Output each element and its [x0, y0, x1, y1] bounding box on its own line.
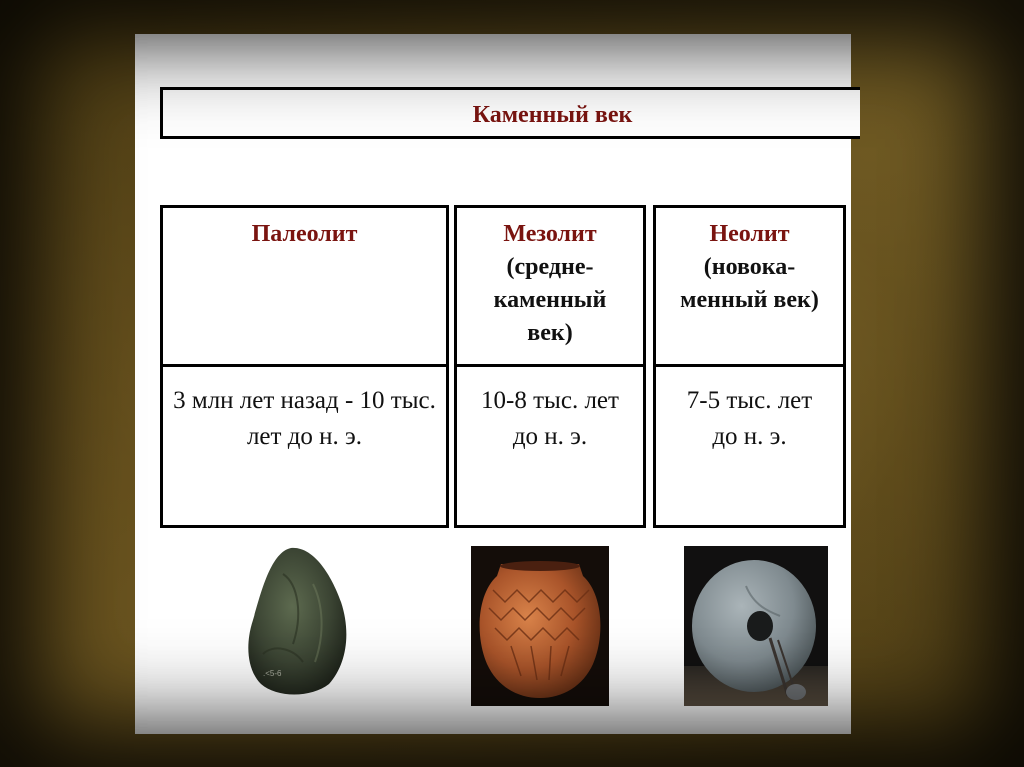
period-subtitle: (средне-каменный век) — [493, 254, 607, 346]
title-box — [160, 87, 860, 139]
period-dates-text: 7-5 тыс. лет до н. э. — [686, 387, 813, 450]
period-header — [656, 208, 843, 367]
slide — [135, 34, 851, 734]
period-column-paleolithic — [160, 205, 449, 528]
period-dates-text: 3 млн лет назад - 10 тыс. лет до н. э. — [173, 387, 436, 450]
page-title: Каменный век — [472, 102, 633, 128]
period-subtitle: (новока-менный век) — [680, 254, 819, 313]
period-name: Мезолит — [503, 221, 597, 247]
period-header — [163, 208, 446, 367]
period-dates — [163, 373, 446, 455]
clay-pot-image — [471, 546, 609, 706]
period-header — [457, 208, 643, 367]
period-column-mesolithic — [454, 205, 646, 528]
period-dates-text: 10-8 тыс. лет до н. э. — [481, 387, 619, 450]
period-dates — [656, 373, 843, 455]
millstone-image — [684, 546, 828, 706]
hand-axe-image — [243, 544, 355, 699]
period-name: Неолит — [709, 221, 790, 247]
period-name: Палеолит — [251, 221, 358, 247]
period-column-neolithic — [653, 205, 846, 528]
period-dates — [457, 373, 643, 455]
svg-text:.<5-6: .<5-6 — [263, 669, 282, 678]
